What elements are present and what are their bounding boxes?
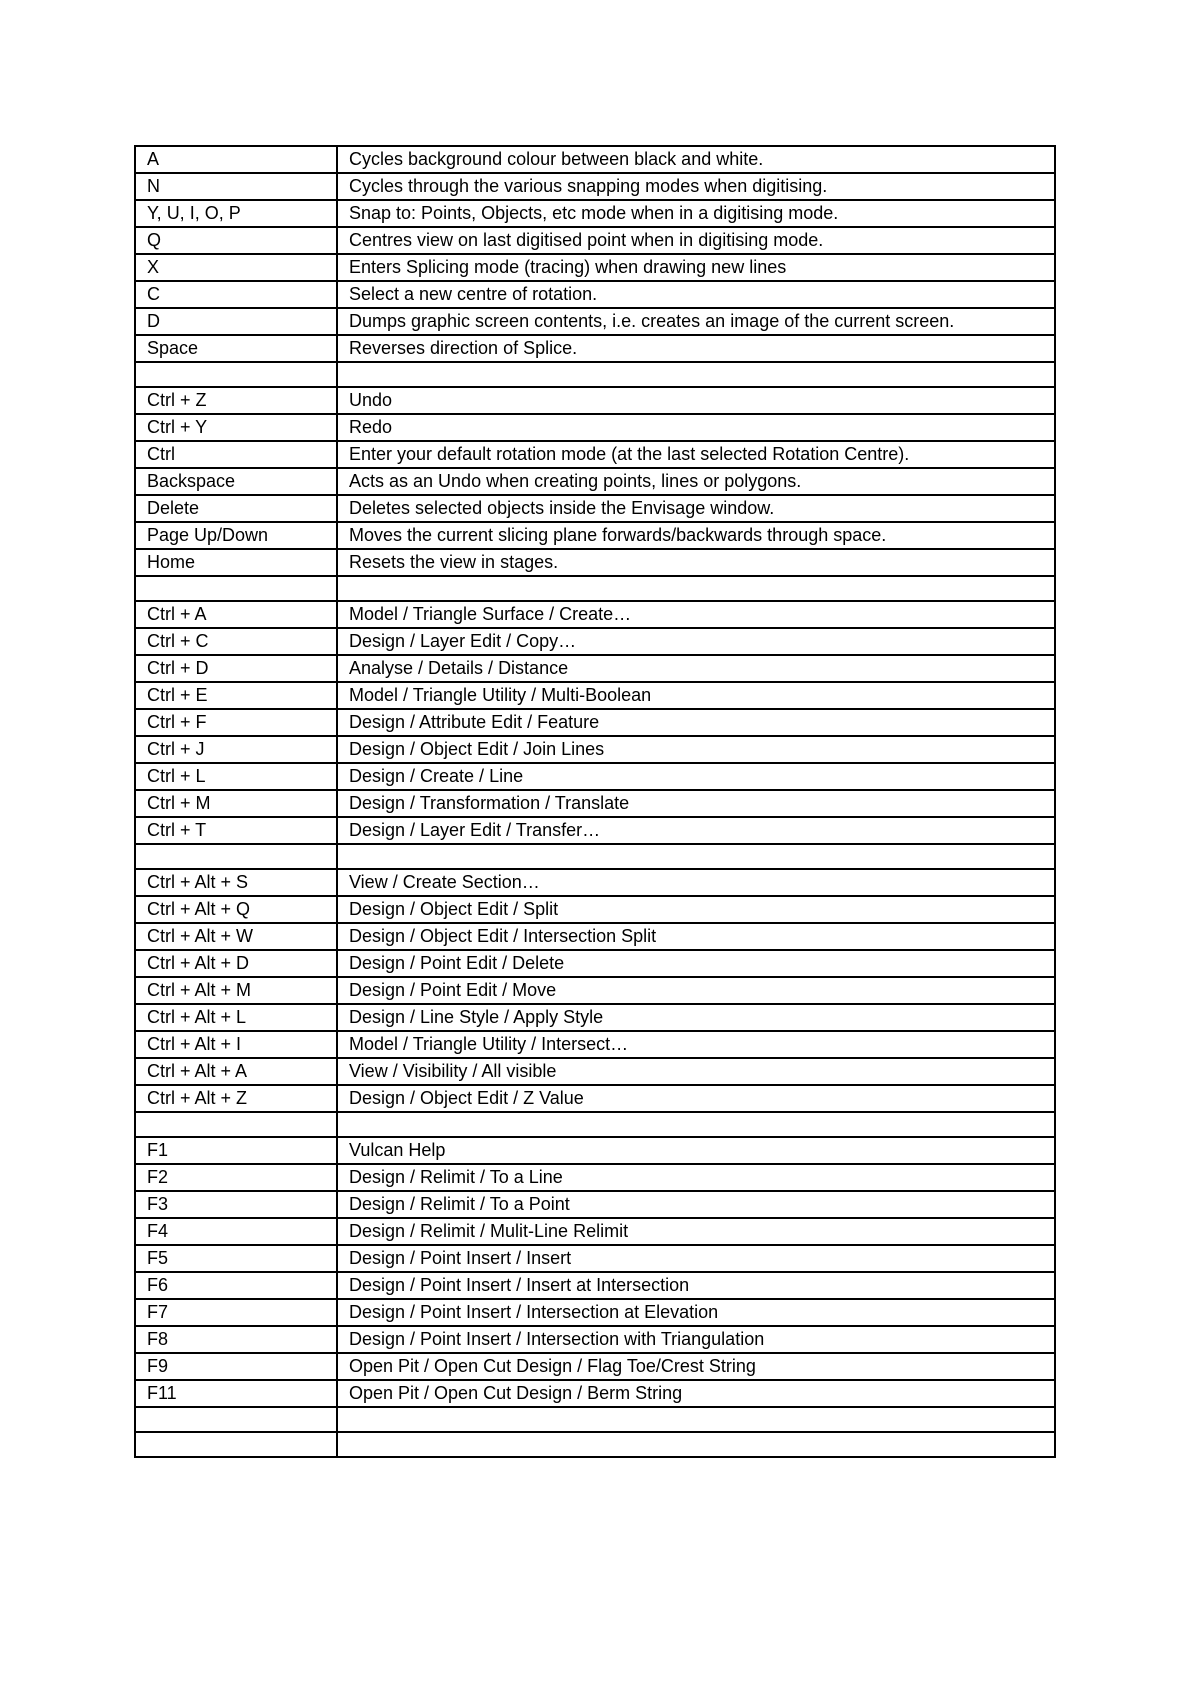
shortcut-description-cell: Design / Point Edit / Delete — [337, 950, 1055, 977]
shortcut-description-cell: Design / Object Edit / Z Value — [337, 1085, 1055, 1112]
shortcut-description-cell: Design / Point Insert / Insert — [337, 1245, 1055, 1272]
shortcut-key-cell — [135, 1432, 337, 1457]
table-row — [135, 1137, 1055, 1164]
table-row — [135, 1004, 1055, 1031]
shortcut-key-cell: X — [135, 254, 337, 281]
shortcut-description-cell: Moves the current slicing plane forwards/backwards through space. — [337, 522, 1055, 549]
table-row — [135, 441, 1055, 468]
table-row — [135, 1432, 1055, 1457]
shortcut-description-cell: Model / Triangle Utility / Multi-Boolean — [337, 682, 1055, 709]
shortcut-key-cell: F8 — [135, 1326, 337, 1353]
table-row — [135, 1245, 1055, 1272]
shortcut-description-cell — [337, 576, 1055, 601]
shortcut-description-cell: Open Pit / Open Cut Design / Flag Toe/Crest String — [337, 1353, 1055, 1380]
table-row — [135, 977, 1055, 1004]
shortcut-key-cell: Ctrl + A — [135, 601, 337, 628]
shortcut-description-cell: Dumps graphic screen contents, i.e. creates an image of the current screen. — [337, 308, 1055, 335]
shortcut-key-cell: F1 — [135, 1137, 337, 1164]
shortcut-description-cell: Deletes selected objects inside the Envisage window. — [337, 495, 1055, 522]
table-row — [135, 923, 1055, 950]
shortcut-key-cell — [135, 362, 337, 387]
shortcut-key-cell: Ctrl + D — [135, 655, 337, 682]
shortcut-key-cell: C — [135, 281, 337, 308]
table-row — [135, 308, 1055, 335]
shortcut-table — [134, 145, 1056, 1458]
shortcut-key-cell: F3 — [135, 1191, 337, 1218]
shortcut-description-cell: Cycles background colour between black and white. — [337, 146, 1055, 173]
shortcut-description-cell — [337, 362, 1055, 387]
shortcut-key-cell: Ctrl + Alt + M — [135, 977, 337, 1004]
shortcut-key-cell: Ctrl + Alt + Q — [135, 896, 337, 923]
shortcut-description-cell: Acts as an Undo when creating points, lines or polygons. — [337, 468, 1055, 495]
shortcut-key-cell: F5 — [135, 1245, 337, 1272]
shortcut-key-cell: Ctrl + Z — [135, 387, 337, 414]
shortcut-description-cell: Design / Object Edit / Intersection Split — [337, 923, 1055, 950]
shortcut-key-cell — [135, 844, 337, 869]
shortcut-key-cell: Ctrl + Alt + L — [135, 1004, 337, 1031]
shortcut-description-cell: Resets the view in stages. — [337, 549, 1055, 576]
shortcut-description-cell: Model / Triangle Utility / Intersect… — [337, 1031, 1055, 1058]
shortcut-key-cell: Space — [135, 335, 337, 362]
table-row — [135, 1326, 1055, 1353]
shortcut-description-cell: Design / Point Insert / Intersection at Elevation — [337, 1299, 1055, 1326]
shortcut-description-cell: Design / Object Edit / Join Lines — [337, 736, 1055, 763]
table-row — [135, 549, 1055, 576]
table-row — [135, 1191, 1055, 1218]
table-row — [135, 896, 1055, 923]
shortcut-key-cell — [135, 1112, 337, 1137]
shortcut-key-cell: Ctrl + C — [135, 628, 337, 655]
shortcut-key-cell: F4 — [135, 1218, 337, 1245]
shortcut-key-cell — [135, 576, 337, 601]
shortcut-key-cell: Page Up/Down — [135, 522, 337, 549]
table-row — [135, 254, 1055, 281]
table-row — [135, 1380, 1055, 1407]
shortcut-key-cell: Ctrl + T — [135, 817, 337, 844]
shortcut-key-cell: Y, U, I, O, P — [135, 200, 337, 227]
shortcut-description-cell: Design / Create / Line — [337, 763, 1055, 790]
table-row — [135, 1164, 1055, 1191]
shortcut-key-cell: Ctrl + F — [135, 709, 337, 736]
shortcut-description-cell — [337, 1432, 1055, 1457]
shortcut-description-cell: Design / Layer Edit / Transfer… — [337, 817, 1055, 844]
shortcut-description-cell: Redo — [337, 414, 1055, 441]
shortcut-description-cell: Open Pit / Open Cut Design / Berm String — [337, 1380, 1055, 1407]
shortcut-key-cell: Ctrl + Alt + D — [135, 950, 337, 977]
table-row — [135, 950, 1055, 977]
shortcut-key-cell: Ctrl + J — [135, 736, 337, 763]
shortcut-description-cell: Design / Transformation / Translate — [337, 790, 1055, 817]
shortcut-key-cell: F2 — [135, 1164, 337, 1191]
shortcut-description-cell: Design / Point Insert / Intersection with Triangulation — [337, 1326, 1055, 1353]
table-row — [135, 468, 1055, 495]
table-row — [135, 655, 1055, 682]
shortcut-description-cell: View / Visibility / All visible — [337, 1058, 1055, 1085]
shortcut-description-cell: Design / Object Edit / Split — [337, 896, 1055, 923]
table-row — [135, 1058, 1055, 1085]
shortcut-key-cell: F9 — [135, 1353, 337, 1380]
shortcut-description-cell: Design / Relimit / To a Point — [337, 1191, 1055, 1218]
shortcut-description-cell: Undo — [337, 387, 1055, 414]
shortcut-key-cell: Ctrl + M — [135, 790, 337, 817]
shortcut-key-cell: Ctrl + Alt + I — [135, 1031, 337, 1058]
table-row — [135, 335, 1055, 362]
shortcut-key-cell: Ctrl + Alt + W — [135, 923, 337, 950]
shortcut-key-cell: Delete — [135, 495, 337, 522]
shortcut-key-cell: D — [135, 308, 337, 335]
shortcut-description-cell — [337, 1407, 1055, 1432]
table-row — [135, 709, 1055, 736]
table-row — [135, 817, 1055, 844]
shortcut-description-cell: Enter your default rotation mode (at the last selected Rotation Centre). — [337, 441, 1055, 468]
shortcut-description-cell: Cycles through the various snapping modes when digitising. — [337, 173, 1055, 200]
shortcut-description-cell: Design / Relimit / To a Line — [337, 1164, 1055, 1191]
shortcut-description-cell: Design / Point Insert / Insert at Intersection — [337, 1272, 1055, 1299]
table-row — [135, 736, 1055, 763]
table-row — [135, 576, 1055, 601]
shortcut-description-cell — [337, 844, 1055, 869]
shortcut-key-cell: Ctrl — [135, 441, 337, 468]
shortcut-table-body — [135, 146, 1055, 1457]
shortcut-description-cell: Snap to: Points, Objects, etc mode when in a digitising mode. — [337, 200, 1055, 227]
table-row — [135, 387, 1055, 414]
shortcut-key-cell: F7 — [135, 1299, 337, 1326]
shortcut-key-cell: Ctrl + L — [135, 763, 337, 790]
shortcut-description-cell: Centres view on last digitised point when in digitising mode. — [337, 227, 1055, 254]
shortcut-description-cell: Vulcan Help — [337, 1137, 1055, 1164]
table-row — [135, 495, 1055, 522]
table-row — [135, 869, 1055, 896]
shortcut-key-cell: F11 — [135, 1380, 337, 1407]
table-row — [135, 281, 1055, 308]
shortcut-key-cell: Home — [135, 549, 337, 576]
table-row — [135, 682, 1055, 709]
shortcut-description-cell: Analyse / Details / Distance — [337, 655, 1055, 682]
table-row — [135, 522, 1055, 549]
shortcut-key-cell: F6 — [135, 1272, 337, 1299]
shortcut-key-cell: Ctrl + Alt + Z — [135, 1085, 337, 1112]
shortcut-key-cell: A — [135, 146, 337, 173]
table-row — [135, 1299, 1055, 1326]
shortcut-description-cell: View / Create Section… — [337, 869, 1055, 896]
shortcut-description-cell: Design / Relimit / Mulit-Line Relimit — [337, 1218, 1055, 1245]
table-row — [135, 1353, 1055, 1380]
table-row — [135, 173, 1055, 200]
shortcut-key-cell: Ctrl + E — [135, 682, 337, 709]
table-row — [135, 1218, 1055, 1245]
table-row — [135, 844, 1055, 869]
shortcut-description-cell: Model / Triangle Surface / Create… — [337, 601, 1055, 628]
table-row — [135, 601, 1055, 628]
table-row — [135, 763, 1055, 790]
shortcut-description-cell: Reverses direction of Splice. — [337, 335, 1055, 362]
shortcut-description-cell: Design / Layer Edit / Copy… — [337, 628, 1055, 655]
shortcut-key-cell: Backspace — [135, 468, 337, 495]
shortcut-key-cell — [135, 1407, 337, 1432]
shortcut-key-cell: Ctrl + Alt + S — [135, 869, 337, 896]
table-row — [135, 414, 1055, 441]
shortcut-description-cell: Enters Splicing mode (tracing) when drawing new lines — [337, 254, 1055, 281]
shortcut-description-cell — [337, 1112, 1055, 1137]
table-row — [135, 1085, 1055, 1112]
shortcut-key-cell: Q — [135, 227, 337, 254]
shortcut-description-cell: Design / Attribute Edit / Feature — [337, 709, 1055, 736]
shortcut-description-cell: Design / Point Edit / Move — [337, 977, 1055, 1004]
table-row — [135, 146, 1055, 173]
table-row — [135, 362, 1055, 387]
table-row — [135, 200, 1055, 227]
table-row — [135, 1272, 1055, 1299]
table-row — [135, 1407, 1055, 1432]
shortcut-description-cell: Select a new centre of rotation. — [337, 281, 1055, 308]
shortcut-key-cell: Ctrl + Y — [135, 414, 337, 441]
table-row — [135, 790, 1055, 817]
table-row — [135, 628, 1055, 655]
shortcut-key-cell: N — [135, 173, 337, 200]
table-row — [135, 1031, 1055, 1058]
shortcut-key-cell: Ctrl + Alt + A — [135, 1058, 337, 1085]
table-row — [135, 227, 1055, 254]
shortcut-description-cell: Design / Line Style / Apply Style — [337, 1004, 1055, 1031]
table-row — [135, 1112, 1055, 1137]
